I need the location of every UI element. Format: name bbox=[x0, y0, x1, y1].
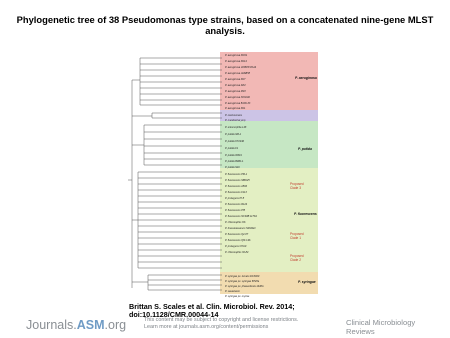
tree-branches bbox=[122, 50, 318, 300]
taxon-label: P. aeruginosa LESB58 bbox=[225, 72, 250, 75]
species-label-aeruginosa: P. aeruginosa bbox=[295, 76, 317, 80]
taxon-label: P. putida F1 bbox=[225, 147, 239, 150]
taxon-label: P. aeruginosa PA1 bbox=[225, 107, 246, 110]
taxon-label: P. aeruginosa PA14 bbox=[225, 60, 247, 63]
phylogenetic-tree-figure bbox=[122, 50, 318, 300]
proposed-clade-1: Proposed Clade 1 bbox=[290, 232, 304, 240]
taxon-label: P. fluorescens SBW25 bbox=[225, 179, 250, 182]
taxon-label: P. brassicacearum NFM421 bbox=[225, 227, 256, 230]
taxon-label: P. entomophila L48 bbox=[225, 126, 247, 129]
citation-authors: Brittan S. Scales et al. Clin. Microbiol. Rev. 2014; bbox=[129, 302, 295, 311]
taxon-label: P. fluorescens Pf5 bbox=[225, 209, 245, 212]
taxon-label: P. putida KT2440 bbox=[225, 140, 244, 143]
taxon-label: P. fluorescens R124 bbox=[225, 203, 248, 206]
proposed-clade-2: Proposed Clade 2 bbox=[290, 254, 304, 262]
taxon-label: P. fluorescens Pf0-1 bbox=[225, 173, 248, 176]
taxon-label: P. syringae pv. syringae B728a bbox=[225, 280, 260, 283]
taxon-label: P. resinovorans bbox=[225, 114, 243, 117]
taxon-label: P. mendocina ymp bbox=[225, 119, 246, 122]
taxon-label: P. aeruginosa NCGM2 bbox=[225, 96, 250, 99]
taxon-label: P. fluorescens Q8r1-96 bbox=[225, 239, 251, 242]
taxon-label: P. protegens CHA0 bbox=[225, 245, 247, 248]
taxon-label: P. fluorescens Q2-87 bbox=[225, 233, 249, 236]
taxon-label: P. putida S16 bbox=[225, 166, 240, 169]
taxon-label: P. putida BIRD-1 bbox=[225, 160, 244, 163]
permissions-link[interactable]: Learn more at journals.asm.org/content/permissions bbox=[144, 323, 269, 330]
taxon-label: P. aeruginosa B136-33 bbox=[225, 102, 251, 105]
journal-logo: Clinical Microbiology Reviews bbox=[346, 318, 416, 336]
taxon-label: P. fluorescens F113 bbox=[225, 191, 247, 194]
species-label-putida: P. putida bbox=[298, 147, 312, 151]
journals-asm-logo[interactable]: Journals.ASM.org bbox=[26, 318, 127, 332]
taxon-label: P. aeruginosa DK2 bbox=[225, 84, 246, 87]
taxon-label: P. fluorescens NCIMB 11764 bbox=[225, 215, 257, 218]
taxon-label: P. chlororaphis 30-84 bbox=[225, 251, 249, 254]
proposed-clade-3: Proposed Clade 3 bbox=[290, 182, 304, 190]
taxon-label: P. fluorescens A506 bbox=[225, 185, 247, 188]
taxon-label: P. aeruginosa M18 bbox=[225, 90, 246, 93]
taxon-label: P. aeruginosa UCBPP-PA14 bbox=[225, 66, 257, 69]
taxon-label: P. protegens Pf-5 bbox=[225, 197, 245, 200]
taxon-label: P. putida GB-1 bbox=[225, 133, 242, 136]
taxon-label: P. syringae pv. tomato DC3000 bbox=[225, 275, 260, 278]
taxon-label: P. syringae pv. phaseolicola 1448A bbox=[225, 285, 264, 288]
slide-title: Phylogenetic tree of 38 Pseudomonas type strains, based on a concatenated nine-gene MLST analysis. bbox=[16, 14, 434, 36]
taxon-label: P. chlororaphis O6 bbox=[225, 221, 246, 224]
citation-doi: doi:10.1128/CMR.00044-14 bbox=[129, 310, 219, 319]
species-label-syringae: P. syringae bbox=[298, 280, 316, 284]
taxon-label: P. aeruginosa PA7 bbox=[225, 78, 246, 81]
copyright-note: This content may be subject to copyright and license restrictions. Learn more at journals.asm.org/content/permissions bbox=[144, 317, 299, 330]
taxon-label: P. putida W619 bbox=[225, 154, 242, 157]
taxon-label: P. aeruginosa PAO1 bbox=[225, 54, 248, 57]
species-label-fluorescens: P. fluorescens bbox=[294, 212, 317, 216]
taxon-label: P. syringae pv. oryzae bbox=[225, 295, 250, 298]
taxon-label: P. savastanoi bbox=[225, 290, 240, 293]
